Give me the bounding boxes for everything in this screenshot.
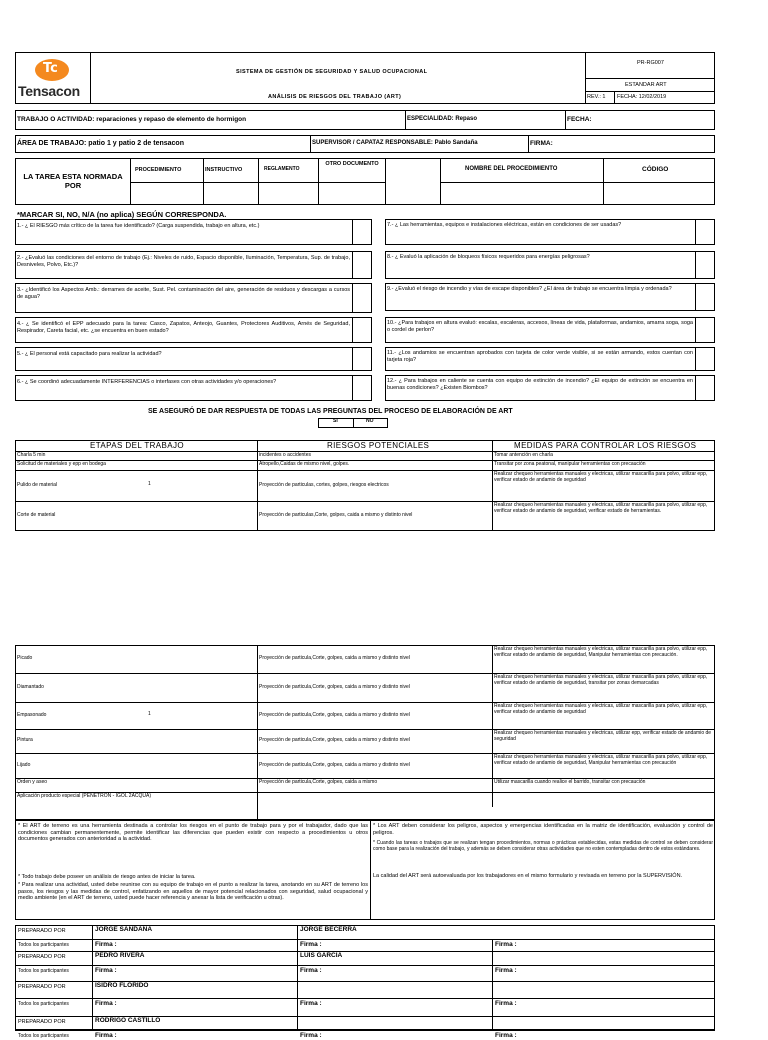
medida-cell: Utilizar mascarilla cuando realice el barrido, transitar con precaución [494,779,646,785]
question-text: 3.- ¿Identificó los Aspectos Amb.: derrames de aceite, Sust. Pel. contaminación del aire, generación de residuos y descargas a cursos de agua? [17,287,350,300]
firma-field[interactable]: Firma : [300,1032,322,1039]
preparer-name: LUIS GARCIA [300,952,343,959]
answer-field[interactable] [696,318,714,342]
riesgo-cell: Proyección de particula,Corte, golpes, caida a mismo y distinto nivel [259,683,410,690]
answer-field[interactable] [353,348,371,370]
col-procedimiento: PROCEDIMIENTO [135,167,182,173]
note-right-1: * Los ART deben considerar los peligros, aspectos y emergencias identificadas en la matriz de identificación, evaluación y control de peligros. [373,823,713,836]
answer-field[interactable] [696,284,714,310]
etapa-number: 1 [148,710,151,717]
medida-cell: Realizar chequeo herramientas manuales y electricas, utilizar mascarilla para polvo, utilizar epp, verificar estado de andamio de seguridad [494,703,708,715]
etapa-cell: Pintura [17,737,33,743]
firma-field[interactable]: Firma : [300,941,322,948]
especialidad: ESPECIALIDAD: Repaso [407,116,478,122]
firma-field[interactable]: Firma : [95,941,117,948]
etapa-number: 1 [148,480,151,487]
logo-mark-icon: Tc [35,59,69,81]
doc-code: PR-RG007 [637,60,664,66]
riesgo-cell: Atropello,Caidas de mismo nivel, golpes. [259,461,350,467]
preparado-label: PREPARADO POR [18,1019,66,1025]
art-subtitle: ANÁLISIS DE RIESGOS DEL TRABAJO (ART) [268,94,402,100]
header-medidas: MEDIDAS PARA CONTROLAR LOS RIESGOS [514,441,697,450]
etapa-cell: Solicitud de materiales y epp en bodega [17,461,106,467]
answer-field[interactable] [696,376,714,400]
answer-field[interactable] [353,220,371,244]
question-text: 9.- ¿Evaluó el riesgo de incendio y vías de escape disponibles? ¿El área de trabajo se encuentra limpia y ordenada? [387,286,672,292]
etapa-cell: Aplicación producto especial (PENETRON - IGOL 2ACQUA) [17,793,152,799]
question-text: 6.- ¿ Se coordinó adecuadamente INTERFERENCIAS o interfases con otras actividades y/o operaciones? [17,379,277,385]
answer-field[interactable] [696,252,714,278]
aseguro-si[interactable]: SI [333,418,338,424]
standard-label: ESTANDAR ART [625,82,667,88]
preparado-label: PREPARADO POR [18,984,66,990]
etapa-cell: Pulido de material [17,481,58,488]
riesgo-cell: Proyección de particula,Corte, golpes, caida a mismo y distinto nivel [259,655,410,661]
answer-field[interactable] [696,220,714,244]
medida-cell: Transitar por zona peatonal, manipular herramientas con precaución [494,461,646,467]
col-otro-documento: OTRO DOCUMENTO [325,161,379,167]
todos-label: Todos los participantes [18,968,69,974]
trabajo-actividad: TRABAJO O ACTIVIDAD: reparaciones y repaso de elemento de hormigon [17,116,247,123]
question-text: 10.- ¿Para trabajos en altura evaluó: escalas, escaleras, accesos, líneas de vida, plataformas, andamios, amarra soga, soga o cordel de perlon? [387,320,693,333]
preparer-name: PEDRO RIVERA [95,952,145,959]
firma-field[interactable]: Firma : [495,1032,517,1039]
col-nombre-procedimiento: NOMBRE DEL PROCEDIMIENTO [465,166,558,172]
answer-field[interactable] [353,284,371,312]
riesgo-cell: Proyección de particulas,Corte, golpes, caida a mismo y distinto nivel [259,512,413,518]
medida-cell: Realizar chequeo herramientas manuales y electricas, utilizar mascarilla para polvo, utilizar epp, verificar estado de andamio de seguridad, Manipular herramientas con precaución [494,754,708,766]
aseguro-no[interactable]: NO [366,418,374,424]
riesgo-cell: Proyección de particula,Corte, golpes, caida a mismo y distinto nivel [259,711,410,718]
note-right-3: La calidad del ART será autoevaluada por los trabajadores en el mismo formulario y revisada en terreno por la SUPERVISIÓN. [373,873,683,879]
medida-cell: Realizar chequeo herramientas manuales y electricas, utilizar epp, verificar estado de andamio de seguridad [494,730,712,742]
note-left-1: * El ART de terreno es una herramienta destinada a controlar los riesgos en el punto de trabajo para y por el trabajador, dado que las condiciones cambian permanentemente, permite identificar las diferencias que pueden existir con respecto a procedimientos u otros documentos generados con anterioridad a la actividad. [18,823,368,843]
preparer-name: JORGE BECERRA [300,926,357,933]
todos-label: Todos los participantes [18,1001,69,1007]
preparado-label: PREPARADO POR [18,928,66,934]
firma-field[interactable]: Firma : [95,967,117,974]
medida-cell: Realizar chequeo herramientas manuales y electricas, utilizar mascarilla para polvo, utilizar epp, verificar estado de andamio de seguridad, transitar por zonas demarcadas [494,674,708,686]
etapa-cell: Picado [17,655,33,661]
col-reglamento: REGLAMENTO [264,166,300,172]
firma-field[interactable]: Firma : [95,1000,117,1007]
firma-supervisor[interactable]: FIRMA: [530,140,553,147]
firma-field[interactable]: Firma : [495,1000,517,1007]
company-logo [18,57,88,101]
riesgo-cell: Proyección de particulas, cortes, golpes, riesgos electricos [259,481,389,488]
question-text: 1.- ¿ El RIESGO más crítico de la tarea fue identificado? (Carga suspendida, trabajo en altura, etc.) [17,223,260,229]
etapa-cell: Corte de material [17,512,56,518]
riesgo-cell: Proyección de particula,Corte, golpes, caida a mismo y distinto nivel [259,761,410,768]
medida-cell: Realizar chequeo herramientas manuales y electricas, utilizar mascarilla para polvo, utilizar epp, verificar estado de andamio de seguridad, Manipular herramientas con precaución. [494,646,708,658]
todos-label: Todos los participantes [18,1033,69,1039]
revision-date: FECHA: 12/02/2019 [617,94,667,100]
question-text: 11.- ¿Los andamios se encuentran aprobados con tarjeta de color verde visible, si se están armando, estos cuentan con tarjeta roja? [387,350,693,363]
riesgo-cell: Proyección de particula,Corte, golpes, caida a mismo [259,779,378,785]
supervisor: SUPERVISOR / CAPATAZ RESPONSABLE: Pablo Sandaña [312,140,478,146]
preparado-label: PREPARADO POR [18,954,66,960]
riesgo-cell: Proyección de particula,Corte, golpes, caida a mismo y distinto nivel [259,737,410,743]
system-title: SISTEMA DE GESTIÓN DE SEGURIDAD Y SALUD OCUPACIONAL [236,69,428,75]
riesgo-cell: incidentes o accidentes [259,452,311,458]
question-text: 8.- ¿ Evaluó la aplicación de bloqueos físicos requeridos para energías peligrosas? [387,254,590,260]
preparer-name: ISIDRO FLORIDO [95,982,149,989]
firma-field[interactable]: Firma : [495,941,517,948]
col-instructivo: INSTRUCTIVO [205,167,243,173]
normada-label: LA TAREA ESTA NORMADA POR [23,172,123,190]
firma-field[interactable]: Firma : [300,1000,322,1007]
question-text: 5.- ¿ El personal está capacitado para realizar la actividad? [17,351,162,357]
answer-field[interactable] [696,348,714,370]
marcar-instruction: *MARCAR SI, NO, N/A (no aplica) SEGÚN CORRESPONDA. [17,210,227,219]
firma-field[interactable]: Firma : [95,1032,117,1039]
firma-field[interactable]: Firma : [300,967,322,974]
todos-label: Todos los participantes [18,942,69,948]
note-left-3: * Para realizar una actividad, usted debe reunirse con su equipo de trabajo en el punto a realizar la tarea, anotando en su ART de terreno los pasos, los riesgos y las medidas de control, enfatizando en aquellos de mayor potencial relacionados con seguridad, salud ocupacional y medio ambiente (en el ART de terreno, usted puede hacer referencia y anexar la lista de verificación u otras). [18,882,368,902]
medida-cell: Tomar antención en charla [494,452,553,458]
note-right-2: * Cuando las tareas o trabajos que se realizan tengan procedimientos, normas o prácticas establecidas, estas medidas de control se deben considerar como base para la realización del trabajo, y además se deben considerar otras actividades que no esten contempladas dentro de estos estándares. [373,840,713,852]
etapa-cell: Empasonado [17,711,47,718]
etapa-cell: Orden y aseo [17,779,48,785]
aseguro-text: SE ASEGURÓ DE DAR RESPUESTA DE TODAS LAS PREGUNTAS DEL PROCESO DE ELABORACIÓN DE ART [148,408,513,415]
col-codigo: CÓDIGO [642,166,669,173]
question-text: 4.- ¿ Se identificó el EPP adecuado para la tarea: Casco, Zapatos, Anteojo, Guantes, Protectores Auditivos, Arnés de Seguridad, Respirador, Careta facial, etc. ¿se encuentra en buen estado? [17,321,350,334]
preparer-name: RODRIGO CASTILLO [95,1017,161,1024]
preparer-name: JORGE SANDAÑA [95,926,153,933]
answer-field[interactable] [353,252,371,278]
answer-field[interactable] [353,376,371,400]
question-text: 12.- ¿ Para trabajos en caliente se cuenta con equipo de extinción de incendio? ¿El equipo de extinción se encuentra en buenas condiciones? ¿Existen Biombos? [387,378,693,391]
etapa-cell: Lijado [17,761,31,768]
area-trabajo: ÁREA DE TRABAJO: patio 1 y patio 2 de tensacon [17,140,184,147]
etapa-cell: Diamantado [17,683,44,690]
header-riesgos: RIESGOS POTENCIALES [327,441,430,450]
medida-cell: Realizar chequeo herramientas manuales y electricas, utilizar mascarilla para polvo, utilizar epp, verificar estado de andamio de seguridad [494,471,708,483]
header-etapas: ETAPAS DEL TRABAJO [90,441,185,450]
etapa-cell: Charla 5 min [17,452,46,458]
question-text: 2.- ¿Evaluó las condiciones del entorno de trabajo (Ej.: Niveles de ruido, Espacio disponible, Iluminación, Temperatura, Sup. de trabajo, Desniveles, Polvo, Etc.)? [17,255,350,268]
fecha-field[interactable]: FECHA: [567,116,592,123]
medida-cell: Realizar chequeo herramientas manuales y electricas, utilizar mascarilla para polvo, utilizar epp, verificar estado de andamio de seguridad, verificar estado de herramientas. [494,502,708,514]
note-left-2: * Todo trabajo debe poseer un análisis de riesgo antes de iniciar la tarea. [18,874,196,880]
firma-field[interactable]: Firma : [495,967,517,974]
logo-text: Tensacon [18,83,80,99]
question-text: 7.- ¿ Las herramientas, equipos e instalaciones eléctricas, están en condiciones de ser usadas? [387,222,622,228]
revision: REV.: 1 [587,94,606,100]
answer-field[interactable] [353,318,371,342]
